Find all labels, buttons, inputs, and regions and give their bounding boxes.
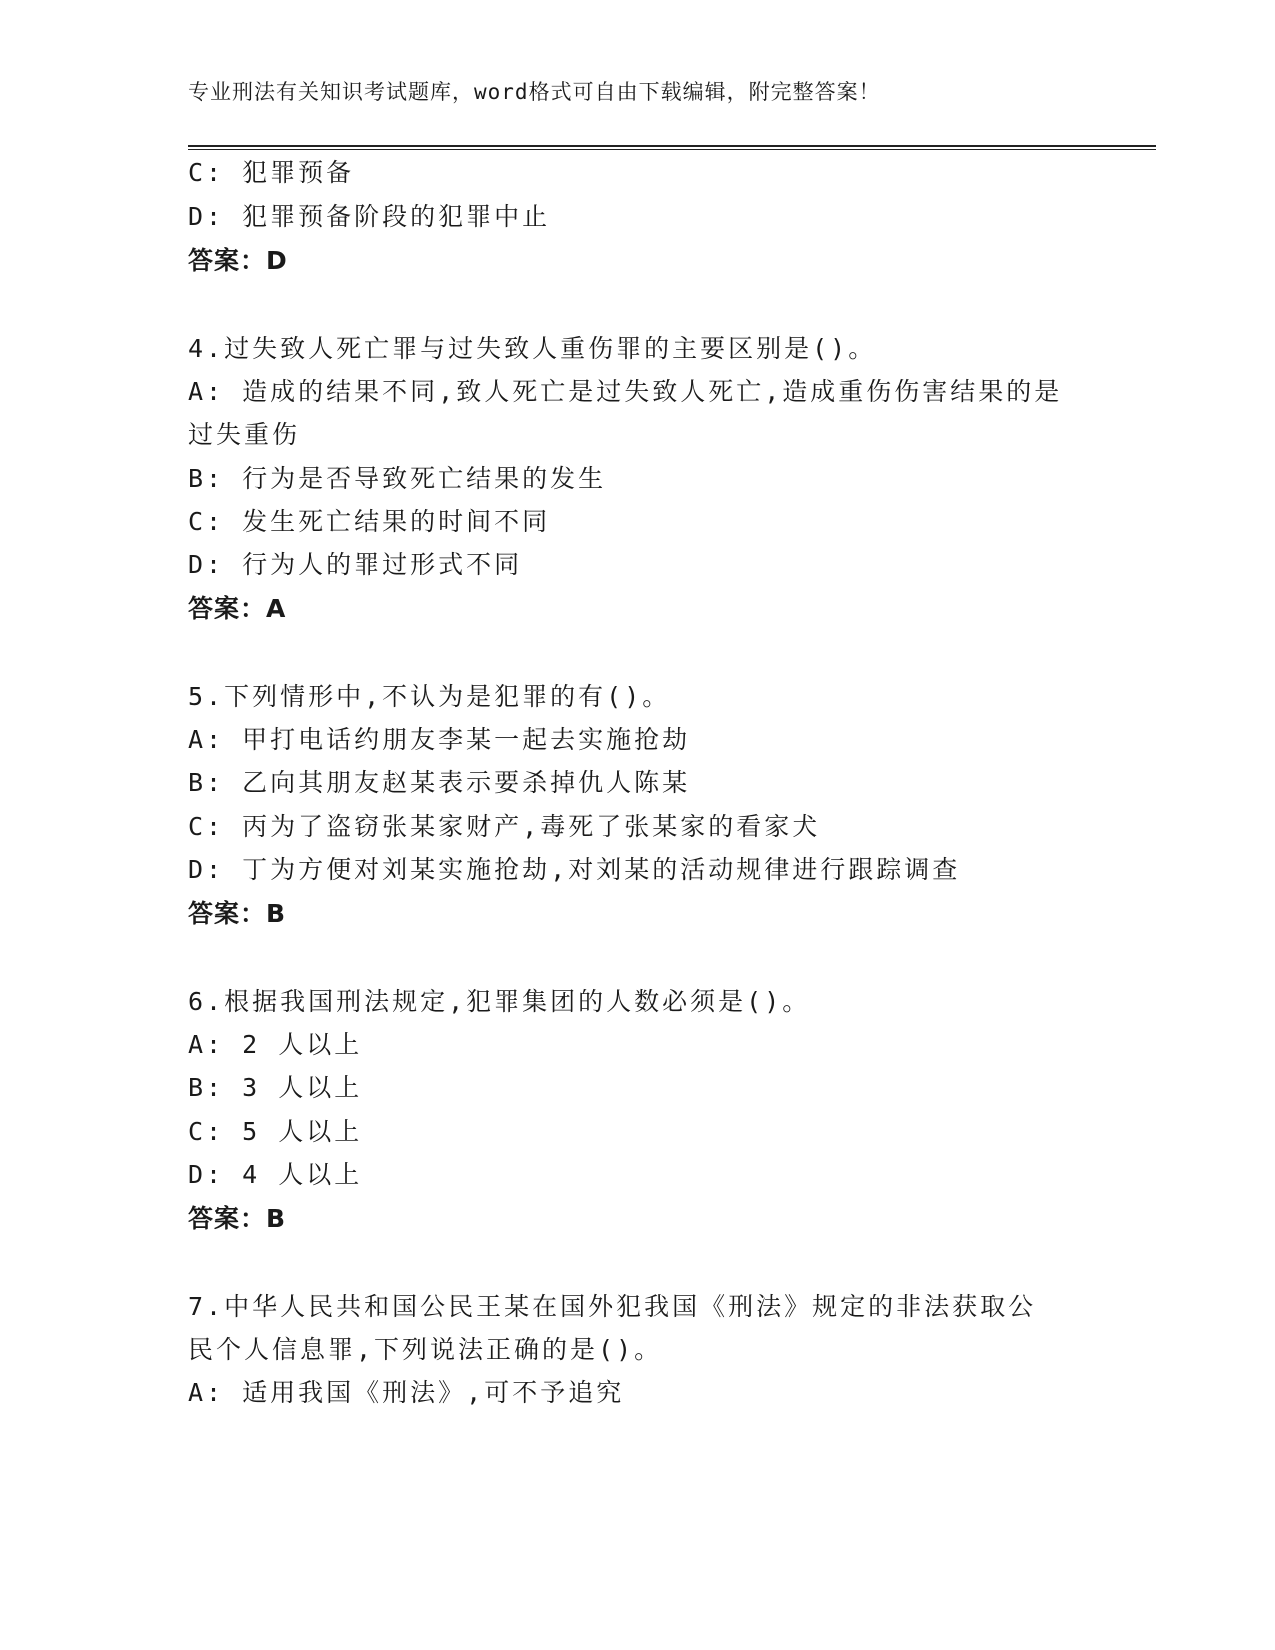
q3-option-c: C: 犯罪预备	[188, 158, 355, 187]
q4-answer: 答案：A	[188, 594, 287, 623]
q4-option-b: B: 行为是否导致死亡结果的发生	[188, 464, 607, 493]
q5-answer: 答案：B	[188, 899, 287, 928]
q7-stem-continued: 民个人信息罪,下列说法正确的是()。	[188, 1335, 663, 1364]
q5-option-b: B: 乙向其朋友赵某表示要杀掉仇人陈某	[188, 768, 691, 797]
q5-option-c: C: 丙为了盗窃张某家财产,毒死了张某家的看家犬	[188, 812, 821, 841]
q6-stem: 6.根据我国刑法规定,犯罪集团的人数必须是()。	[188, 987, 811, 1016]
q4-option-a-continued: 过失重伤	[188, 420, 301, 449]
q7-stem: 7.中华人民共和国公民王某在国外犯我国《刑法》规定的非法获取公	[188, 1292, 1037, 1321]
q6-answer: 答案：B	[188, 1204, 287, 1233]
q5-option-d: D: 丁为方便对刘某实施抢劫,对刘某的活动规律进行跟踪调查	[188, 855, 961, 884]
q3-option-d: D: 犯罪预备阶段的犯罪中止	[188, 202, 551, 231]
q4-option-d: D: 行为人的罪过形式不同	[188, 550, 523, 579]
q5-stem: 5.下列情形中,不认为是犯罪的有()。	[188, 682, 671, 711]
q3-answer: 答案：D	[188, 246, 288, 275]
q6-option-d: D: 4 人以上	[188, 1160, 363, 1189]
page-header: 专业刑法有关知识考试题库，word格式可自由下载编辑，附完整答案！	[188, 80, 881, 104]
q6-option-b: B: 3 人以上	[188, 1073, 363, 1102]
q7-option-a: A: 适用我国《刑法》,可不予追究	[188, 1378, 625, 1407]
q6-option-c: C: 5 人以上	[188, 1117, 363, 1146]
q4-option-c: C: 发生死亡结果的时间不同	[188, 507, 551, 536]
header-divider	[188, 145, 1156, 150]
q6-option-a: A: 2 人以上	[188, 1030, 363, 1059]
q4-option-a: A: 造成的结果不同,致人死亡是过失致人死亡,造成重伤伤害结果的是	[188, 377, 1063, 406]
q4-stem: 4.过失致人死亡罪与过失致人重伤罪的主要区别是()。	[188, 334, 877, 363]
q5-option-a: A: 甲打电话约朋友李某一起去实施抢劫	[188, 725, 691, 754]
